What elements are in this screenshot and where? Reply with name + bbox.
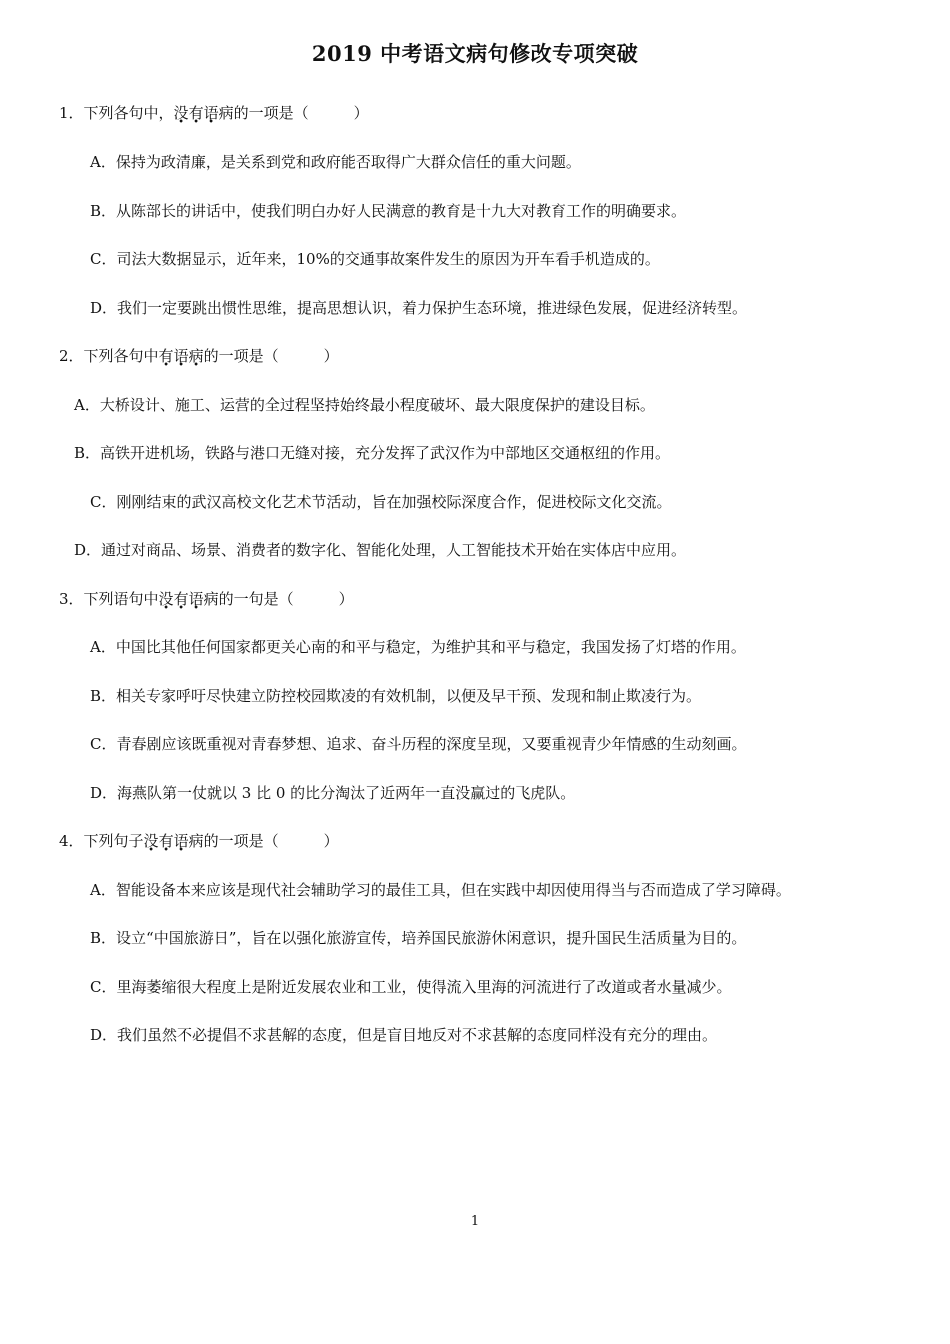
question-4-stem — [59, 831, 339, 851]
question-3-stem — [59, 589, 354, 609]
question-1-emphasis-1: 没 — [173, 104, 189, 122]
question-2-emphasis-3: 病 — [188, 347, 204, 365]
question-3-emphasis-1: 没 — [158, 590, 174, 608]
question-4-prefix: 4．下列句子 — [59, 832, 144, 850]
question-3-option-d: D．海燕队第一仗就以 3 比 0 的比分淘汰了近两年一直没赢过的飞虎队。 — [90, 784, 576, 802]
question-1-option-d: D．我们一定要跳出惯性思维，提高思想认识，着力保护生态环境，推进绿色发展，促进经济转型。 — [90, 299, 748, 317]
question-3-emphasis-2: 有 — [173, 590, 189, 608]
question-2-emphasis-1: 有 — [158, 347, 174, 365]
question-1-stem — [59, 103, 369, 123]
question-4-option-b: B．设立“中国旅游日”，旨在以强化旅游宣传，培养国民旅游休闲意识，提升国民生活质量为目的。 — [90, 929, 747, 947]
question-3-emphasis-3: 语 — [188, 590, 204, 608]
question-4-emphasis-3: 语 — [173, 832, 189, 850]
question-2-option-a: A．大桥设计、施工、运营的全过程坚持始终最小程度破坏、最大限度保护的建设目标。 — [74, 396, 655, 414]
question-1-suffix: 病的一项是（ ） — [218, 104, 369, 122]
question-4-emphasis-2: 有 — [158, 832, 174, 850]
question-4-emphasis-1: 没 — [143, 832, 159, 850]
question-2-option-d: D．通过对商品、场景、消费者的数字化、智能化处理，人工智能技术开始在实体店中应用。 — [74, 541, 687, 559]
question-3-option-c: C．青春剧应该既重视对青春梦想、追求、奋斗历程的深度呈现，又要重视青少年情感的生动刻画。 — [90, 735, 747, 753]
question-3-option-b: B．相关专家呼吁尽快建立防控校园欺凌的有效机制，以便及早干预、发现和制止欺凌行为。 — [90, 687, 702, 705]
question-2-suffix: 的一项是（ ） — [203, 347, 339, 365]
question-1-prefix: 1．下列各句中， — [59, 104, 174, 122]
question-2-stem — [59, 346, 339, 366]
question-1-option-a: A．保持为政清廉，是关系到党和政府能否取得广大群众信任的重大问题。 — [90, 153, 581, 171]
question-3-suffix: 病的一句是（ ） — [203, 590, 354, 608]
question-4-option-a: A．智能设备本来应该是现代社会辅助学习的最佳工具，但在实践中却因使用得当与否而造成了学习障碍。 — [90, 881, 791, 899]
question-1-emphasis-2: 有 — [188, 104, 204, 122]
question-2-emphasis-2: 语 — [173, 347, 189, 365]
question-4-option-c: C．里海萎缩很大程度上是附近发展农业和工业，使得流入里海的河流进行了改道或者水量减少。 — [90, 978, 732, 996]
question-3-prefix: 3．下列语句中 — [59, 590, 159, 608]
question-2-option-c: C．刚刚结束的武汉高校文化艺术节活动，旨在加强校际深度合作，促进校际文化交流。 — [90, 493, 672, 511]
question-1-emphasis-3: 语 — [203, 104, 219, 122]
question-1-option-c: C．司法大数据显示，近年来，10%的交通事故案件发生的原因为开车看手机造成的。 — [90, 250, 660, 268]
document-title: 2019 中考语文病句修改专项突破 — [311, 41, 639, 66]
question-2-option-b: B．高铁开进机场，铁路与港口无缝对接，充分发挥了武汉作为中部地区交通枢纽的作用。 — [74, 444, 671, 462]
question-2-prefix: 2．下列各句中 — [59, 347, 159, 365]
question-4-option-d: D．我们虽然不必提倡不求甚解的态度，但是盲目地反对不求甚解的态度同样没有充分的理由。 — [90, 1026, 718, 1044]
question-1-option-b: B．从陈部长的讲话中，使我们明白办好人民满意的教育是十九大对教育工作的明确要求。 — [90, 202, 687, 220]
question-4-suffix: 病的一项是（ ） — [188, 832, 339, 850]
question-3-option-a: A．中国比其他任何国家都更关心南的和平与稳定，为维护其和平与稳定，我国发扬了灯塔的作用。 — [90, 638, 746, 656]
page-number: 1 — [470, 1214, 480, 1229]
